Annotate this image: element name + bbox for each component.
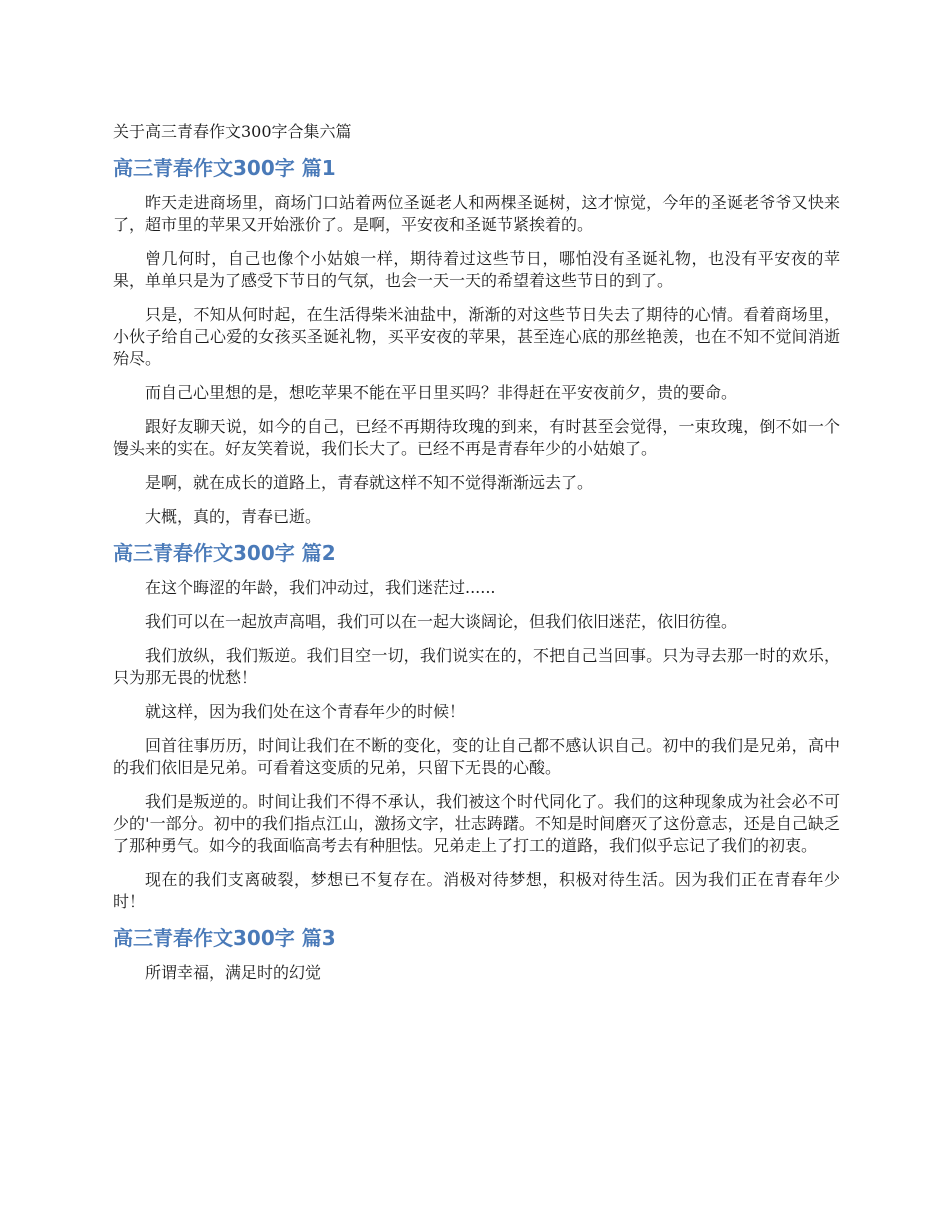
section-heading: 高三青春作文300字 篇3 — [113, 926, 336, 950]
paragraph: 我们是叛逆的。时间让我们不得不承认，我们被这个时代同化了。我们的这种现象成为社会必不可少的'一部分。初中的我们指点江山，激扬文字，壮志踌躇。不知是时间磨灭了这份意志，还是自己缺乏了那种勇气。如今的我面临高考去有种胆怯。兄弟走上了打工的道路，我们似乎忘记了我们的初衷。 — [113, 792, 840, 855]
section-heading: 高三青春作文300字 篇2 — [113, 541, 336, 565]
section-1 — [113, 155, 840, 528]
paragraph: 只是，不知从何时起，在生活得柴米油盐中，渐渐的对这些节日失去了期待的心情。看着商场里，小伙子给自己心爱的女孩买圣诞礼物，买平安夜的苹果，甚至连心底的那丝艳羡，也在不知不觉间消逝殆尽。 — [113, 305, 840, 368]
paragraph: 而自己心里想的是，想吃苹果不能在平日里买吗？非得赶在平安夜前夕，贵的要命。 — [145, 383, 738, 402]
document-page — [113, 120, 840, 996]
paragraph: 回首往事历历，时间让我们在不断的变化，变的让自己都不感认识自己。初中的我们是兄弟，高中的我们依旧是兄弟。可看着这变质的兄弟，只留下无畏的心酸。 — [113, 736, 840, 777]
paragraph: 大概，真的，青春已逝。 — [145, 507, 322, 526]
paragraph: 在这个晦涩的年龄，我们冲动过，我们迷茫过...... — [145, 578, 496, 597]
paragraph: 曾几何时，自己也像个小姑娘一样，期待着过这些节日，哪怕没有圣诞礼物，也没有平安夜的苹果，单单只是为了感受下节日的气氛，也会一天一天的希望着这些节日的到了。 — [113, 249, 840, 290]
section-3 — [113, 925, 840, 984]
paragraph: 我们可以在一起放声高唱，我们可以在一起大谈阔论，但我们依旧迷茫，依旧彷徨。 — [145, 612, 738, 631]
paragraph: 跟好友聊天说，如今的自己，已经不再期待玫瑰的到来，有时甚至会觉得，一束玫瑰，倒不如一个馒头来的实在。好友笑着说，我们长大了。已经不再是青春年少的小姑娘了。 — [113, 417, 840, 458]
section-2 — [113, 540, 840, 913]
paragraph: 现在的我们支离破裂，梦想已不复存在。消极对待梦想，积极对待生活。因为我们正在青春年少时！ — [113, 870, 840, 911]
section-heading: 高三青春作文300字 篇1 — [113, 156, 336, 180]
paragraph: 是啊，就在成长的道路上，青春就这样不知不觉得渐渐远去了。 — [145, 473, 594, 492]
paragraph: 昨天走进商场里，商场门口站着两位圣诞老人和两棵圣诞树，这才惊觉，今年的圣诞老爷爷又快来了，超市里的苹果又开始涨价了。是啊，平安夜和圣诞节紧挨着的。 — [113, 193, 840, 234]
paragraph: 我们放纵，我们叛逆。我们目空一切，我们说实在的，不把自己当回事。只为寻去那一时的欢乐，只为那无畏的忧愁！ — [113, 646, 840, 687]
paragraph: 就这样，因为我们处在这个青春年少的时候！ — [145, 702, 466, 721]
paragraph: 所谓幸福，满足时的幻觉 — [145, 963, 322, 982]
document-title: 关于高三青春作文300字合集六篇 — [113, 122, 352, 141]
